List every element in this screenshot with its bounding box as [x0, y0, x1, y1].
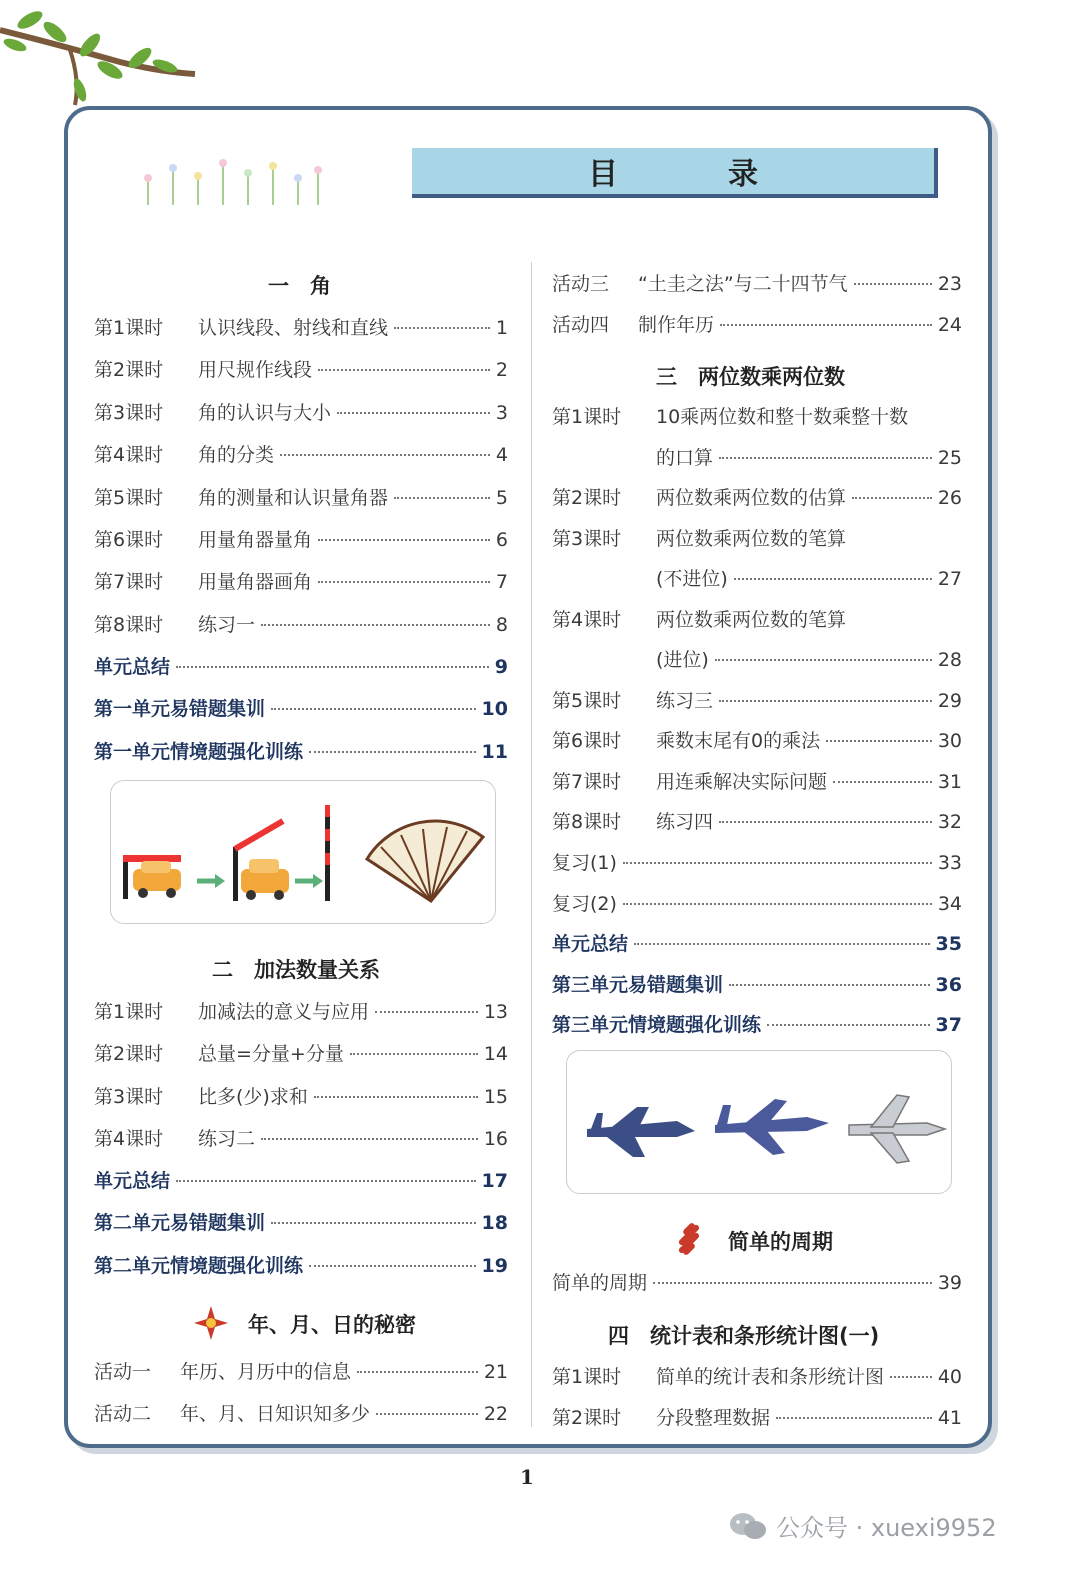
leader-dots: [350, 1053, 478, 1055]
toc-entry[interactable]: [94, 610, 508, 637]
leader-dots: [271, 1222, 476, 1224]
leader-dots: [719, 700, 932, 702]
flowers-decoration: [138, 150, 328, 210]
leader-dots: [715, 659, 932, 661]
toc-entry-label: 第6课时: [552, 730, 622, 752]
wechat-icon: [728, 1511, 768, 1541]
toc-entry-label: 第7课时: [94, 571, 164, 594]
toc-entry-page: 27: [937, 568, 962, 590]
toc-entry-summary[interactable]: [552, 970, 962, 997]
toc-entry-title: 分段整理数据: [656, 1406, 771, 1429]
toc-entry-page: 37: [935, 1014, 962, 1036]
toc-entry-page: 35: [935, 933, 962, 955]
toc-entry-title: 比多(少)求和: [198, 1085, 308, 1108]
toc-entry-label: 第6课时: [94, 529, 164, 551]
watermark-text: 公众号 · xuexi9952: [776, 1514, 997, 1542]
toc-entry[interactable]: [94, 440, 508, 467]
toc-entry-title: 的口算: [656, 446, 714, 469]
toc-entry-summary[interactable]: [94, 694, 508, 721]
toc-entry-page: 31: [937, 770, 962, 793]
leader-dots: [890, 1376, 932, 1378]
toc-entry-page: 24: [937, 313, 962, 336]
toc-entry-page: 34: [937, 892, 962, 915]
leader-dots: [720, 324, 932, 326]
leader-dots: [394, 497, 490, 499]
leader-dots: [280, 454, 490, 456]
toc-entry-label: 第1课时: [552, 1366, 622, 1388]
toc-entry-title: 制作年历: [638, 313, 715, 336]
leader-dots: [719, 821, 932, 823]
toc-entry-title: (不进位): [656, 568, 728, 590]
leader-dots: [309, 751, 476, 753]
toc-entry-title: 练习三: [656, 689, 714, 712]
toc-entry[interactable]: [552, 483, 962, 510]
toc-entry-page: 36: [935, 973, 962, 996]
toc-entry[interactable]: [94, 997, 508, 1024]
toc-entry[interactable]: [552, 402, 962, 429]
leader-dots: [309, 1265, 476, 1267]
toc-entry-label: 第1课时: [552, 406, 622, 428]
toc-entry-title: 总量=分量+分量: [198, 1043, 344, 1066]
toc-entry-title: 第三单元易错题集训: [552, 973, 724, 996]
toc-entry[interactable]: [552, 767, 962, 794]
leader-dots: [734, 578, 932, 580]
toc-entry-page: 30: [937, 730, 962, 752]
toc-entry[interactable]: [552, 1403, 962, 1430]
toc-entry-title: 第二单元易错题集训: [94, 1212, 266, 1235]
toc-entry-title: 第二单元情境题强化训练: [94, 1254, 304, 1277]
toc-entry[interactable]: [552, 310, 962, 337]
toc-entry-title: 简单的统计表和条形统计图: [656, 1366, 885, 1388]
toc-entry[interactable]: [552, 686, 962, 713]
toc-entry[interactable]: [552, 1362, 962, 1389]
leader-dots: [261, 1138, 478, 1140]
toc-entry-page: 8: [495, 613, 508, 636]
toc-entry[interactable]: [94, 313, 508, 340]
toc-entry[interactable]: [94, 398, 508, 425]
toc-entry-label: 第3课时: [552, 527, 622, 550]
toc-entry-page: 25: [937, 446, 962, 469]
leader-dots: [767, 1024, 930, 1026]
toc-entry[interactable]: [552, 524, 962, 551]
leader-dots: [318, 539, 490, 541]
toc-entry-page: 29: [937, 689, 962, 712]
toc-entry-label: 第8课时: [552, 811, 622, 833]
illustration-box-jets: [566, 1050, 952, 1194]
toc-entry-title: 两位数乘两位数的笔算: [656, 527, 847, 550]
toc-entry-page: 10: [481, 698, 508, 721]
toc-entry-label: 活动二: [94, 1403, 152, 1426]
toc-entry-summary[interactable]: [94, 1251, 508, 1278]
toc-entry-summary[interactable]: [94, 737, 508, 764]
toc-entry[interactable]: [94, 1039, 508, 1066]
toc-entry-title: 两位数乘两位数的笔算: [656, 608, 847, 631]
toc-entry-page: 40: [937, 1366, 962, 1388]
toc-entry-title: 单元总结: [94, 1170, 171, 1192]
leader-dots: [623, 862, 932, 864]
toc-entry[interactable]: [552, 269, 962, 296]
leader-dots: [261, 624, 490, 626]
toc-entry-label: 第2课时: [94, 359, 164, 382]
leader-dots: [776, 1417, 932, 1419]
page-number: 1: [520, 1465, 534, 1489]
toc-entry-summary[interactable]: [94, 1208, 508, 1235]
toc-entry-label: 第1课时: [94, 317, 164, 339]
toc-entry-page: 17: [481, 1170, 508, 1192]
toc-entry-page: 21: [483, 1361, 508, 1383]
toc-entry-page: 28: [937, 649, 962, 671]
toc-entry-page: 16: [483, 1128, 508, 1151]
leader-dots: [376, 1413, 478, 1415]
toc-entry-title: 用量角器量角: [198, 529, 313, 551]
toc-entry-page: 14: [483, 1043, 508, 1066]
toc-entry-title: 练习二: [198, 1128, 256, 1151]
toc-entry-page: 5: [495, 486, 508, 509]
toc-entry[interactable]: [552, 564, 962, 591]
toc-entry-title: 单元总结: [94, 656, 171, 678]
leader-dots: [719, 457, 932, 459]
toc-entry-title: 角的分类: [198, 444, 275, 467]
toc-entry-page: 23: [937, 273, 962, 295]
toc-entry-label: 第4课时: [94, 444, 164, 467]
toc-entry-page: 1: [495, 317, 508, 339]
toc-entry-page: 32: [937, 811, 962, 833]
jets-illustration: [567, 1051, 951, 1193]
toc-entry-title: 加减法的意义与应用: [198, 1001, 370, 1023]
toc-entry-title: 用连乘解决实际问题: [656, 770, 828, 793]
compass-star-icon: [194, 1306, 228, 1340]
toc-entry[interactable]: [94, 525, 508, 552]
toc-entry-label: 活动四: [552, 313, 610, 336]
leader-dots: [314, 1096, 478, 1098]
toc-entry-label: 活动一: [94, 1361, 152, 1383]
toc-entry[interactable]: [552, 605, 962, 632]
toc-entry-page: 33: [937, 852, 962, 874]
leader-dots: [357, 1371, 478, 1373]
toc-entry-summary[interactable]: [94, 652, 508, 679]
toc-entry-page: 22: [483, 1403, 508, 1426]
toc-entry-label: 第4课时: [552, 608, 622, 631]
toc-entry[interactable]: [552, 807, 962, 834]
toc-entry-title: 简单的周期: [552, 1272, 648, 1294]
toc-entry-page: 41: [937, 1406, 962, 1429]
toc-entry[interactable]: [94, 1399, 508, 1426]
leader-dots: [318, 369, 490, 371]
toc-entry[interactable]: [552, 848, 962, 875]
leader-dots: [653, 1282, 932, 1284]
toc-entry-title: 复习(1): [552, 852, 617, 874]
page-title: 目 录: [588, 157, 798, 192]
toc-entry-summary[interactable]: [94, 1166, 508, 1193]
special1-heading: 年、月、日的秘密: [248, 1313, 416, 1337]
toc-entry-title: 第一单元易错题集训: [94, 698, 266, 721]
toc-entry-page: 11: [481, 740, 508, 763]
leader-dots: [318, 581, 490, 583]
toc-entry[interactable]: [552, 645, 962, 672]
toc-entry[interactable]: [94, 483, 508, 510]
cycle-stripes-icon: [672, 1222, 706, 1256]
column-divider: [531, 262, 532, 1427]
watermark: [728, 1508, 997, 1543]
illustration-box-cars-fan: [110, 780, 496, 924]
toc-entry-page: 3: [495, 401, 508, 424]
leader-dots: [854, 283, 932, 285]
leader-dots: [623, 903, 932, 905]
leader-dots: [375, 1011, 478, 1013]
toc-entry-title: 用量角器画角: [198, 571, 313, 594]
toc-entry-page: 4: [495, 444, 508, 467]
toc-entry-page: 26: [937, 487, 962, 509]
toc-entry[interactable]: [552, 443, 962, 470]
leader-dots: [852, 497, 932, 499]
toc-entry-title: 第一单元情境题强化训练: [94, 740, 304, 763]
toc-entry-page: 13: [483, 1001, 508, 1023]
toc-entry-title: 两位数乘两位数的估算: [656, 487, 847, 509]
toc-entry-title: 认识线段、射线和直线: [198, 317, 389, 339]
cars-fan-illustration: [111, 781, 495, 923]
toc-entry-page: 9: [494, 656, 508, 678]
toc-entry-summary[interactable]: [552, 929, 962, 956]
toc-entry-title: (进位): [656, 649, 709, 671]
toc-entry-label: 第4课时: [94, 1128, 164, 1151]
toc-entry-page: 39: [937, 1272, 962, 1294]
toc-entry-label: 第7课时: [552, 770, 622, 793]
toc-entry-summary[interactable]: [552, 1010, 962, 1037]
toc-entry-page: 2: [495, 359, 508, 382]
toc-entry-title: 10乘两位数和整十数乘整十数: [656, 406, 909, 428]
unit3-heading: 三 两位数乘两位数: [656, 365, 845, 389]
toc-entry-title: “土圭之法”与二十四节气: [638, 273, 848, 295]
toc-entry-page: 7: [495, 571, 508, 594]
leader-dots: [176, 1180, 476, 1182]
title-bar: [412, 148, 938, 198]
toc-entry-page: 6: [495, 529, 508, 551]
leader-dots: [729, 984, 930, 986]
leader-dots: [634, 943, 930, 945]
toc-entry-title: 用尺规作线段: [198, 359, 313, 382]
unit4-heading: 四 统计表和条形统计图(一): [608, 1324, 880, 1348]
toc-entry-title: 复习(2): [552, 892, 617, 915]
toc-entry-title: 练习一: [198, 613, 256, 636]
tree-branch-decoration: [0, 0, 200, 110]
toc-entry-page: 15: [483, 1085, 508, 1108]
leader-dots: [271, 708, 476, 710]
leader-dots: [394, 327, 490, 329]
toc-entry[interactable]: [94, 1082, 508, 1109]
toc-entry[interactable]: [552, 889, 962, 916]
toc-entry-title: 单元总结: [552, 933, 629, 955]
toc-entry-title: 角的测量和认识量角器: [198, 486, 389, 509]
toc-entry-label: 第2课时: [552, 1406, 622, 1429]
toc-entry-title: 年历、月历中的信息: [180, 1361, 352, 1383]
toc-entry-label: 第3课时: [94, 401, 164, 424]
unit2-heading: 二 加法数量关系: [212, 958, 380, 982]
toc-entry-label: 第2课时: [94, 1043, 164, 1066]
leader-dots: [833, 781, 932, 783]
toc-entry-label: 第2课时: [552, 487, 622, 509]
toc-entry-label: 第1课时: [94, 1001, 164, 1023]
toc-entry-label: 第5课时: [552, 689, 622, 712]
unit1-heading: 一 角: [268, 274, 331, 298]
leader-dots: [176, 666, 489, 668]
toc-entry-page: 19: [481, 1254, 508, 1277]
toc-entry[interactable]: [94, 567, 508, 594]
toc-entry-label: 第3课时: [94, 1085, 164, 1108]
toc-entry-page: 18: [481, 1212, 508, 1235]
leader-dots: [337, 412, 490, 414]
toc-entry[interactable]: [94, 1124, 508, 1151]
toc-entry-title: 第三单元情境题强化训练: [552, 1014, 762, 1036]
toc-entry-title: 年、月、日知识知多少: [180, 1403, 371, 1426]
toc-entry-title: 角的认识与大小: [198, 401, 332, 424]
toc-entry[interactable]: [94, 355, 508, 382]
toc-entry[interactable]: [94, 1357, 508, 1384]
leader-dots: [826, 740, 932, 742]
toc-entry-title: 练习四: [656, 811, 714, 833]
special2-heading: 简单的周期: [728, 1230, 833, 1254]
toc-entry-label: 活动三: [552, 273, 610, 295]
toc-entry[interactable]: [552, 726, 962, 753]
toc-entry-label: 第5课时: [94, 486, 164, 509]
toc-entry-label: 第8课时: [94, 613, 164, 636]
toc-entry[interactable]: [552, 1268, 962, 1295]
toc-entry-title: 乘数末尾有0的乘法: [656, 730, 821, 752]
